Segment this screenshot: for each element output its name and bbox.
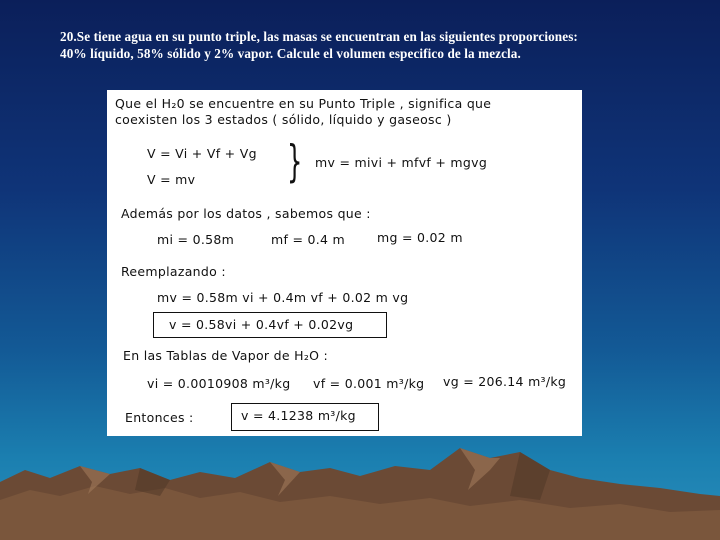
tablas-heading: En las Tablas de Vapor de H₂O :	[123, 348, 329, 363]
volume-mass-equation: V = mv	[147, 172, 196, 187]
reemplazando-heading: Reemplazando :	[121, 264, 226, 279]
solid-mass: mf = 0.4 m	[271, 232, 346, 247]
intro-line-1: Que el H₂0 se encuentre en su Punto Triple , significa que	[115, 96, 492, 111]
liquid-mass: mi = 0.58m	[157, 232, 235, 247]
substitution-equation: mv = 0.58m vi + 0.4m vf + 0.02 m vg	[157, 290, 409, 305]
handwritten-solution	[107, 90, 582, 436]
result-value: v = 4.1238 m³/kg	[241, 408, 356, 423]
datos-heading: Además por los datos , sabemos que :	[121, 206, 371, 221]
problem-line-2: 40% líquido, 58% sólido y 2% vapor. Calcule el volumen especifico de la mezcla.	[60, 46, 521, 61]
boxed-equation: v = 0.58vi + 0.4vf + 0.02vg	[169, 317, 354, 332]
problem-line-1: 20.Se tiene agua en su punto triple, las masas se encuentran en las siguientes proporciones:	[60, 29, 578, 44]
mass-volume-equation: mv = mivi + mfvf + mgvg	[315, 155, 488, 170]
vapor-specific-volume: vg = 206.14 m³/kg	[443, 374, 567, 389]
vapor-mass: mg = 0.02 m	[377, 230, 463, 245]
intro-line-2: coexisten los 3 estados ( sólido, líquido y gaseosc )	[115, 112, 452, 127]
entonces-label: Entonces :	[125, 410, 194, 425]
equation-brace: }	[287, 136, 303, 187]
solid-specific-volume: vf = 0.001 m³/kg	[313, 376, 425, 391]
volume-sum-equation: V = Vi + Vf + Vg	[147, 146, 257, 161]
liquid-specific-volume: vi = 0.0010908 m³/kg	[147, 376, 291, 391]
